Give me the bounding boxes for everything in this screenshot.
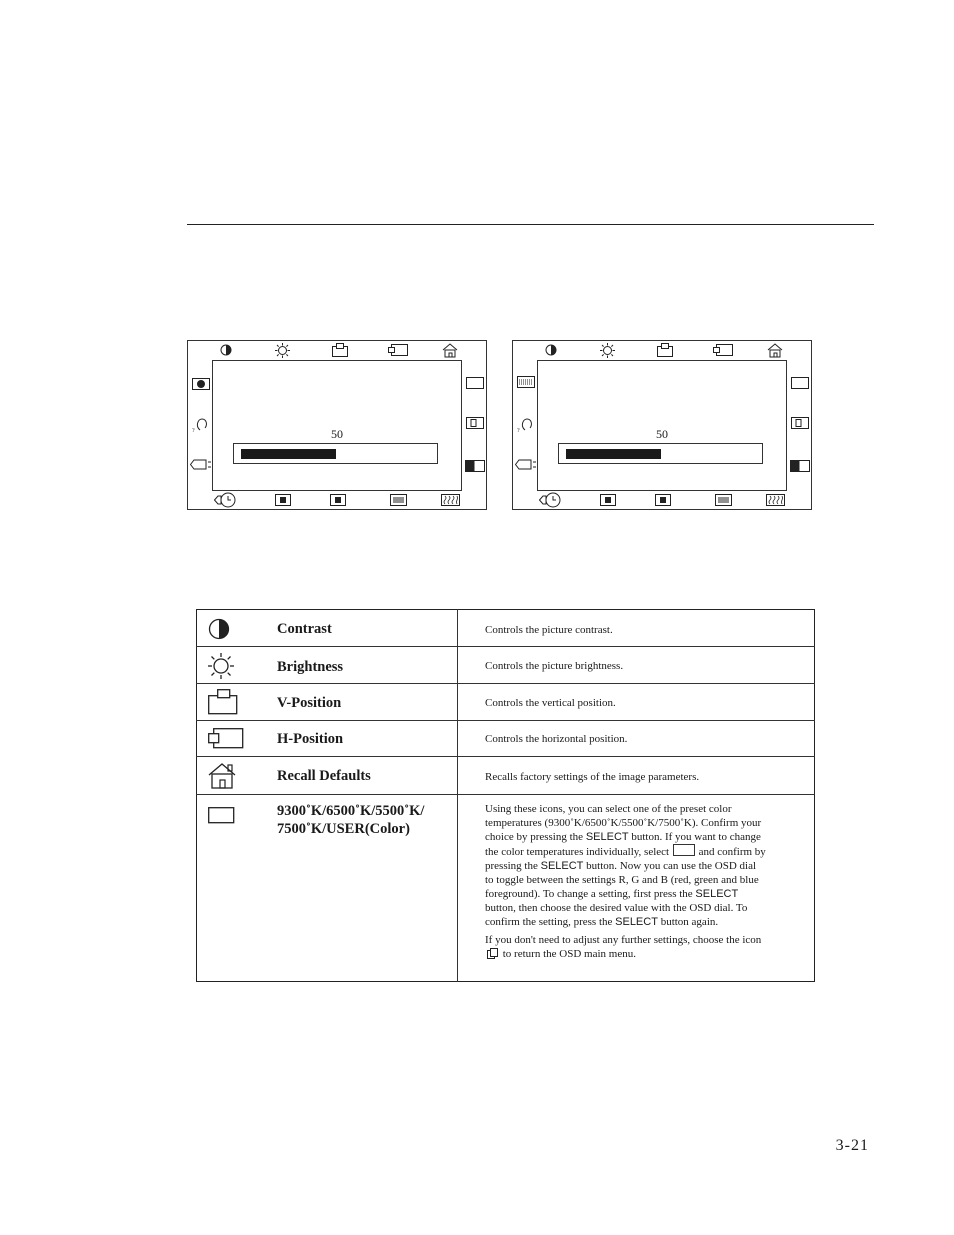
osd-screen (212, 360, 462, 491)
contrast-icon (545, 344, 557, 356)
language-icon (517, 417, 535, 433)
contrast-icon (208, 618, 230, 645)
return-menu-icon (487, 948, 498, 963)
v-position-icon (208, 689, 238, 720)
slider-value: 50 (656, 427, 668, 441)
table-row (197, 647, 815, 684)
page-number: 3-21 (835, 1137, 869, 1154)
info-icon (192, 378, 210, 390)
contrast-icon (220, 344, 232, 356)
osd-position-icon (515, 459, 537, 470)
color-temperature-icon (208, 807, 235, 830)
size-icon (466, 417, 484, 429)
recall-defaults-icon (208, 762, 238, 795)
function-name: V-Position (277, 695, 342, 711)
moire-icon (441, 494, 460, 506)
brightness-icon (208, 653, 234, 684)
brightness-icon (600, 343, 615, 358)
function-name: H-Position (277, 731, 344, 747)
v-position-icon (332, 343, 348, 357)
slider-value: 50 (331, 427, 343, 441)
svg-text:?: ? (192, 428, 195, 433)
function-description: Controls the picture brightness. (485, 660, 624, 672)
h-position-icon (713, 344, 733, 356)
v-position-icon (657, 343, 673, 357)
pattern-icon (517, 376, 535, 388)
function-name: 9300˚K/6500˚K/5500˚K/ 7500˚K/USER(Color) (277, 803, 425, 837)
return-note: If you don't need to adjust any further settings, choose the icon to return the OSD main menu. (485, 933, 767, 963)
menu-lines-icon (715, 494, 732, 506)
half-fill-icon (465, 460, 485, 472)
header-rule (187, 224, 874, 225)
osd-screen (537, 360, 787, 491)
moire-icon (766, 494, 785, 506)
recall-defaults-icon (767, 343, 783, 358)
osd-menu-diagram-right (512, 340, 812, 510)
recall-defaults-icon (442, 343, 458, 358)
language-icon (192, 417, 210, 433)
brightness-icon (275, 343, 290, 358)
function-description: Controls the horizontal position. (485, 733, 628, 745)
table-row (197, 610, 815, 647)
slider-fill (241, 449, 336, 459)
half-fill-icon (790, 460, 810, 472)
osd-position-icon (190, 459, 212, 470)
function-description: Recalls factory settings of the image parameters. (485, 771, 700, 783)
svg-text:?: ? (517, 428, 520, 433)
menu-lines-icon (390, 494, 407, 506)
user-color-icon (673, 844, 695, 856)
color-temperature-icon (791, 377, 809, 389)
slider-bar (233, 443, 438, 464)
color-description: Using these icons, you can select one of the preset color temperatures (9300˚K/6500˚K/5500˚K/7500˚K). Confirm your choice by pressing the SELECT button. If you want to change the color temperatures individually, select and confirm by pressing the SELECT button. Now you can use the OSD dial to toggle between the settings R, G and B (red, green and blue foreground). To change a setting, first press the SELECT button, then choose the desired value with the OSD dial. To confirm the setting, press the SELECT button again. If you don't need to adjust any further settings, choose the icon to return the OSD main menu. (485, 802, 767, 963)
osd-function-table (196, 609, 815, 982)
osd-menu-diagram-left (187, 340, 487, 510)
h-position-icon (208, 728, 244, 755)
function-name: Brightness (277, 659, 344, 675)
geometry-icon (655, 494, 671, 506)
color-temperature-icon (466, 377, 484, 389)
slider-fill (566, 449, 661, 459)
size-icon (791, 417, 809, 429)
table-row (197, 684, 815, 721)
table-row (197, 795, 815, 982)
function-name: Recall Defaults (277, 768, 371, 784)
function-name: Contrast (277, 621, 332, 637)
table-row (197, 721, 815, 757)
geometry-icon (600, 494, 616, 506)
timer-icon (539, 492, 563, 508)
geometry-icon (275, 494, 291, 506)
timer-icon (214, 492, 238, 508)
table-row (197, 757, 815, 795)
h-position-icon (388, 344, 408, 356)
function-description: Controls the picture contrast. (485, 624, 613, 636)
slider-bar (558, 443, 763, 464)
function-description: Controls the vertical position. (485, 697, 616, 709)
geometry-icon (330, 494, 346, 506)
